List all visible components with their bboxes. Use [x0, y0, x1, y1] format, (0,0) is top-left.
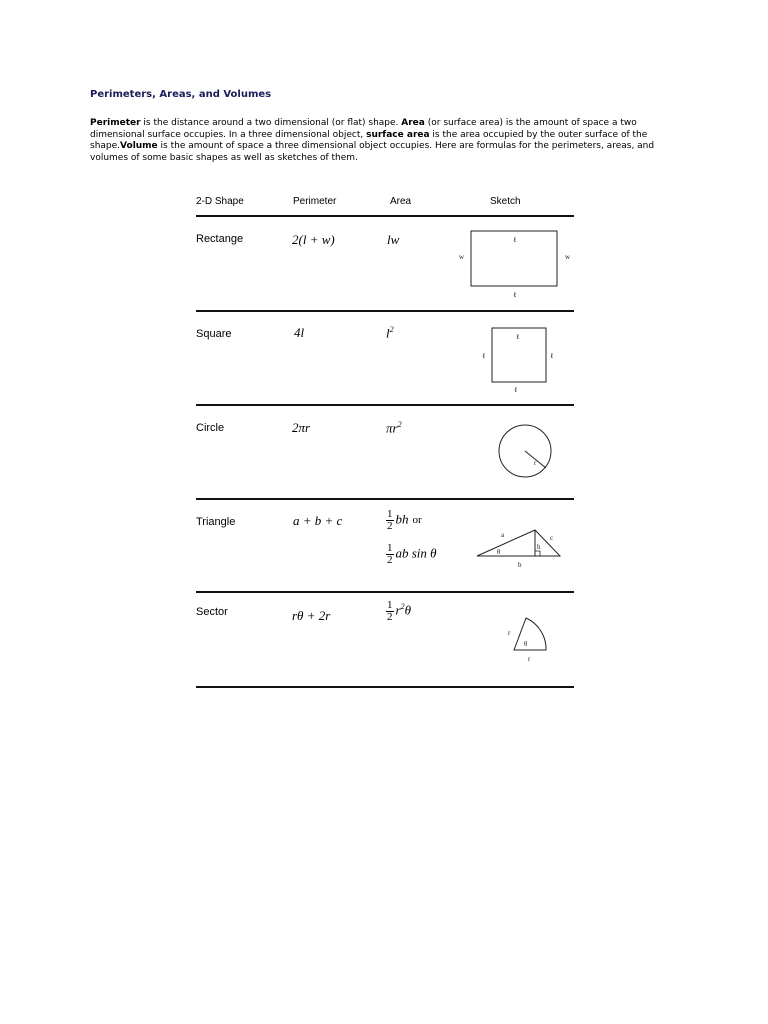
perimeter-formula: 2πr	[292, 420, 311, 435]
header-perimeter: Perimeter	[293, 196, 337, 207]
triangle-label-a: a	[501, 531, 505, 539]
triangle-label-theta: θ	[497, 548, 501, 556]
shape-name: Triangle	[196, 516, 236, 528]
area-formula: $l^2$	[386, 325, 394, 341]
intro-text-2: (or surface area) is the amount of space a two dimensional surface occupies. In a three dimensional object,	[90, 118, 637, 140]
intro-text-1: is the distance around a two dimensional (or flat) shape.	[140, 118, 402, 128]
header-area: Area	[390, 196, 412, 207]
area-formula-2: $\frac{1}{2}$ ab sin θ	[387, 542, 437, 566]
table-rule	[196, 498, 574, 500]
perimeter-formula: 4l	[294, 325, 305, 340]
triangle-label-h: h	[537, 543, 541, 551]
shape-name: Rectange	[196, 233, 244, 245]
header-shape: 2-D Shape	[196, 196, 244, 207]
perimeter-formula: a + b + c	[293, 513, 343, 528]
area-term: Area	[401, 118, 425, 128]
table-rule	[196, 310, 574, 312]
rect-label-left: w	[459, 253, 465, 261]
fraction: $\frac{1}{2}$	[387, 542, 393, 566]
fraction: $\frac{1}{2}$	[387, 508, 393, 532]
circle-label-radius: r	[534, 459, 537, 467]
table-rule	[196, 591, 574, 593]
area-formula: lw	[387, 232, 400, 247]
perimeter-term: Perimeter	[90, 118, 141, 128]
table-rule	[196, 686, 574, 688]
table-rule	[196, 215, 574, 217]
sector-label-r-side: r	[508, 629, 511, 637]
volume-term: Volume	[120, 141, 158, 151]
rect-label-bottom: ℓ	[513, 291, 517, 299]
rect-label-top: ℓ	[513, 236, 517, 244]
header-sketch: Sketch	[490, 196, 521, 207]
surface-area-term: surface area	[366, 129, 430, 140]
sector-label-r-bottom: r	[528, 655, 531, 663]
sector-sketch	[504, 612, 554, 666]
square-label-right: ℓ	[550, 352, 554, 360]
triangle-label-b: b	[518, 561, 522, 569]
shape-name: Circle	[196, 422, 225, 434]
sector-label-theta: θ	[524, 640, 528, 648]
perimeter-formula: rθ + 2r	[292, 608, 331, 623]
intro-paragraph	[90, 118, 690, 164]
square-label-left: ℓ	[482, 352, 486, 360]
rect-label-right: w	[565, 253, 571, 261]
area-formula: $\pi r^2$	[386, 420, 402, 436]
intro-text-3: is the area occupied by the outer surface of the shape.	[90, 129, 648, 151]
square-label-bottom: ℓ	[514, 386, 518, 394]
fraction: $\frac{1}{2}$	[387, 599, 393, 623]
area-formula-1: $\frac{1}{2}$ bh or	[387, 508, 422, 532]
triangle-sketch	[472, 522, 568, 572]
area-formula: $\frac{1}{2}$ $r^2\theta$	[387, 599, 411, 623]
shape-name: Sector	[196, 606, 228, 618]
triangle-label-c: c	[550, 534, 554, 542]
circle-sketch	[494, 420, 556, 482]
page-title: Perimeters, Areas, and Volumes	[90, 89, 272, 100]
intro-text-4: is the amount of space a three dimensional object occupies. Here are formulas for the perimeters, areas, and volumes of some basic shapes as well as sketches of them.	[90, 141, 655, 163]
table-rule	[196, 404, 574, 406]
square-sketch	[478, 322, 563, 397]
shape-name: Square	[196, 328, 232, 340]
rectangle-sketch	[455, 228, 580, 303]
perimeter-formula: 2(l + w)	[292, 232, 335, 247]
square-label-top: ℓ	[516, 333, 520, 341]
